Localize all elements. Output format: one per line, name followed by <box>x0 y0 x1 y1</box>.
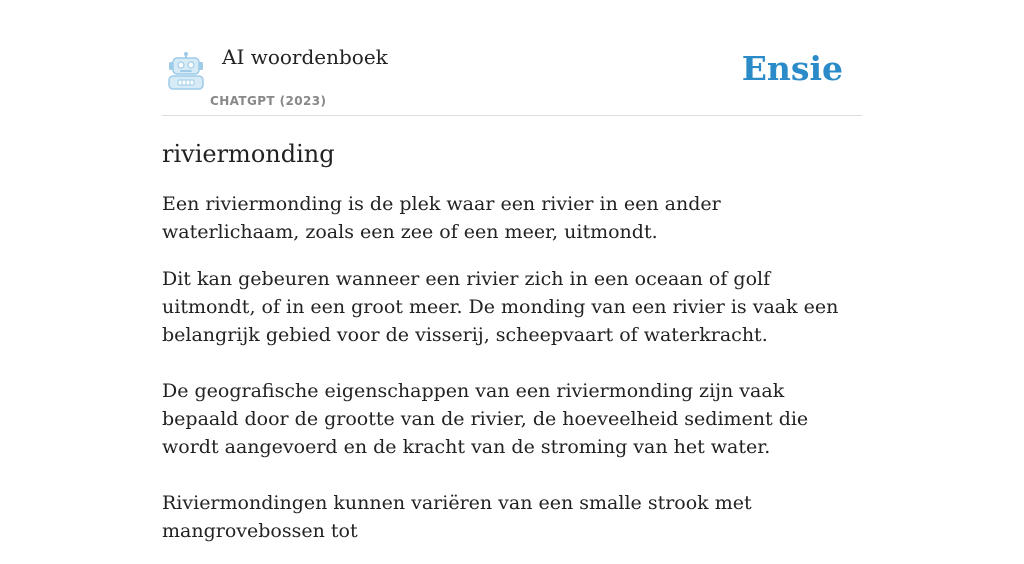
headword: riviermonding <box>162 140 335 168</box>
definition-paragraph: Dit kan gebeuren wanneer een rivier zich in een oceaan of golf uitmondt, of in een groot meer. De monding van een rivier is vaak een belangrijk gebied voor de visserij, scheepvaart of waterkracht. <box>162 268 839 346</box>
entry-content <box>162 138 862 564</box>
definition-paragraph: Riviermondingen kunnen variëren van een smalle strook met mangrovebossen tot <box>162 492 752 542</box>
source-header <box>162 40 862 116</box>
definition-paragraph: Een riviermonding is de plek waar een rivier in een ander waterlichaam, zoals een zee of een meer, uitmondt. <box>162 193 721 243</box>
definition-paragraph: De geografische eigenschappen van een riviermonding zijn vaak bepaald door de grootte van de rivier, de hoeveelheid sediment die wordt aangevoerd en de kracht van de stroming van het water. <box>162 380 809 458</box>
source-title[interactable]: AI woordenboek <box>222 45 388 69</box>
robot-icon <box>165 52 207 90</box>
source-meta: CHATGPT (2023) <box>210 94 327 108</box>
ensie-logo[interactable]: Ensie <box>741 49 843 88</box>
